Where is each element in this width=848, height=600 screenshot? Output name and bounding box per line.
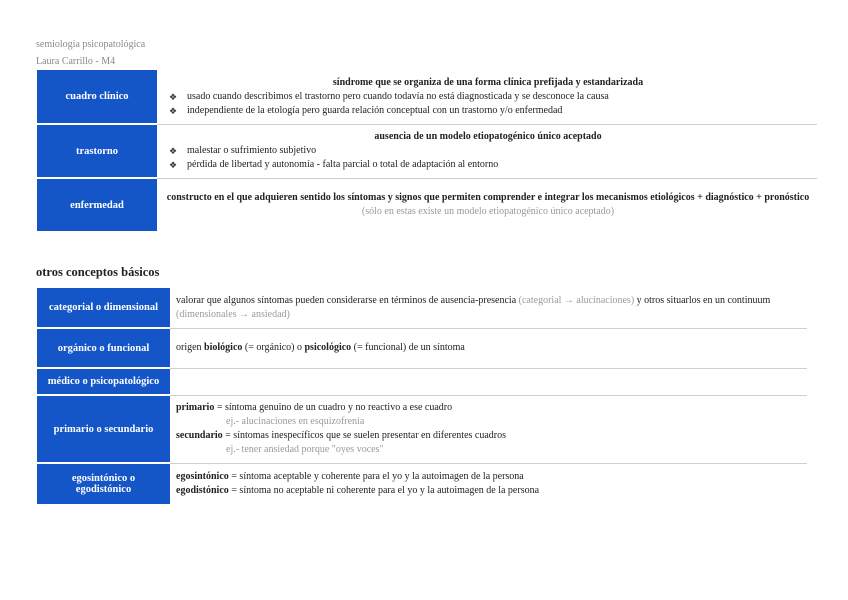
concept-text: (= orgánico) o	[242, 342, 305, 353]
row-content	[157, 70, 817, 124]
concept-text: = síntoma no aceptable ni coherente para el yo y la autoimagen de la persona	[228, 485, 540, 497]
concept-example: ej.- tener ansiedad porque "oyes voces"	[226, 444, 384, 455]
diamond-bullet-icon: ❖	[169, 160, 178, 170]
concept-text: y otros situarlos en un continuum	[634, 294, 771, 306]
row-label-primario: primario o secundario	[37, 395, 170, 463]
bullet-item	[163, 90, 813, 104]
table-row	[37, 328, 807, 368]
row-label-enfermedad: enfermedad	[37, 178, 157, 232]
row-content	[170, 395, 807, 463]
row-label-cuadro-clinico: cuadro clínico	[37, 70, 157, 124]
term-biologico: biológico	[204, 342, 243, 353]
concept-text: valorar que algunos síntomas pueden considerarse en términos de ausencia-presencia	[176, 294, 519, 306]
concepts-table	[37, 288, 807, 506]
term-egodistonico: egodistónico	[176, 485, 229, 497]
row-content	[170, 463, 807, 505]
row-label-trastorno: trastorno	[37, 124, 157, 178]
definitions-table	[37, 70, 817, 233]
table-row	[37, 395, 807, 463]
diamond-bullet-icon: ❖	[169, 91, 178, 102]
table-row	[37, 70, 817, 124]
table-row	[37, 463, 807, 505]
concept-text: (= funcional) de un síntoma	[351, 342, 465, 353]
concept-example: (dimensionales → ansiedad)	[176, 308, 290, 320]
row-content	[157, 124, 817, 178]
row-content	[170, 368, 807, 395]
row-content	[157, 178, 817, 232]
row-label-categorial: categorial o dimensional	[37, 288, 170, 328]
row-title: constructo en el que adquieren sentido los síntomas y signos que permiten comprender e integrar los mecanismos etiológicos + diagnóstico + pronóstico	[166, 192, 810, 204]
table-row	[37, 178, 817, 232]
bullet-item	[163, 104, 813, 118]
section-title: otros conceptos básicos	[36, 265, 160, 279]
row-label-medico: médico o psicopatológico	[37, 368, 170, 395]
header-subject: semiología psicopatológica	[36, 39, 146, 50]
concept-example: (categorial → alucinaciones)	[518, 294, 635, 306]
term-psicologico: psicológico	[304, 342, 352, 353]
term-egosintonico: egosintónico	[176, 471, 229, 483]
bullet-text: usado cuando describimos el trastorno pero cuando todavía no está diagnosticada y se desconoce la causa	[187, 90, 609, 102]
concept-text: = síntoma genuino de un cuadro y no reactivo a ese cuadro	[214, 402, 453, 413]
row-title: ausencia de un modelo etiopatogénico único aceptado	[374, 131, 602, 142]
bullet-item	[163, 158, 813, 172]
row-note: (sólo en estas existe un modelo etiopatogénico único aceptado)	[361, 206, 615, 218]
row-content	[170, 288, 807, 328]
bullet-text: independiente de la etología pero guarda relación conceptual con un trastorno y/o enfermedad	[187, 104, 563, 116]
table-row	[37, 288, 807, 328]
term-primario: primario	[176, 402, 215, 413]
bullet-text: pérdida de libertad y autonomía - falta parcial o total de adaptación al entorno	[187, 159, 499, 170]
header-author: Laura Carrillo - M4	[36, 56, 116, 67]
concept-example: ej.- alucinaciones en esquizofrenia	[226, 416, 365, 427]
bullet-text: malestar o sufrimiento subjetivo	[187, 145, 317, 156]
diamond-bullet-icon: ❖	[169, 105, 178, 116]
row-content	[170, 328, 807, 368]
row-label-ego: egosintónico o egodistónico	[37, 463, 170, 505]
table-row	[37, 368, 807, 395]
diamond-bullet-icon: ❖	[169, 146, 178, 156]
concept-text: = síntomas inespecíficos que se suelen presentar en diferentes cuadros	[222, 430, 506, 441]
table-row	[37, 124, 817, 178]
row-label-organico: orgánico o funcional	[37, 328, 170, 368]
term-secundario: secundario	[176, 430, 223, 441]
row-title: síndrome que se organiza de una forma clínica prefijada y estandarizada	[332, 76, 644, 88]
concept-text: origen	[176, 342, 205, 353]
concept-text: = síntoma aceptable y coherente para el yo y la autoimagen de la persona	[228, 471, 524, 483]
bullet-item	[163, 144, 813, 158]
